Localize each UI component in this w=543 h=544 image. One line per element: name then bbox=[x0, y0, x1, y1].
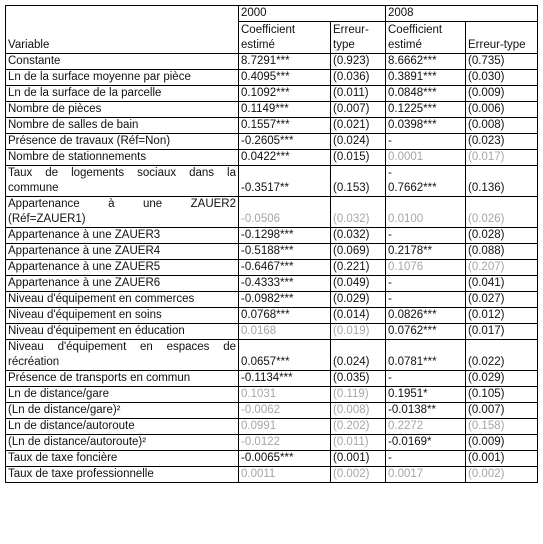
coef-2008: 0.0017 bbox=[386, 467, 466, 483]
row-label: Ln de la surface moyenne par pièce bbox=[6, 70, 239, 86]
row-label: (Ln de distance/gare)² bbox=[6, 403, 239, 419]
row-label: Constante bbox=[6, 54, 239, 70]
err-2008: (0.001) bbox=[466, 451, 538, 467]
header-variable: Variable bbox=[6, 6, 239, 54]
err-2008: (0.027) bbox=[466, 292, 538, 308]
header-coef-2008: Coefficient estimé bbox=[386, 22, 466, 54]
err-2000: (0.029) bbox=[331, 292, 386, 308]
table-row bbox=[6, 324, 538, 340]
err-2008: (0.009) bbox=[466, 86, 538, 102]
table-row bbox=[6, 166, 538, 197]
coef-2008: 0.0100 bbox=[386, 197, 466, 228]
header-row-years bbox=[6, 6, 538, 22]
row-label: Nombre de pièces bbox=[6, 102, 239, 118]
coef-2008: 0.0398*** bbox=[386, 118, 466, 134]
table-row bbox=[6, 102, 538, 118]
err-2000: (0.014) bbox=[331, 308, 386, 324]
coef-2008: - 0.7662*** bbox=[386, 166, 466, 197]
table-row bbox=[6, 54, 538, 70]
row-label: Taux de taxe professionnelle bbox=[6, 467, 239, 483]
coef-2008: 0.0781*** bbox=[386, 340, 466, 371]
table-row bbox=[6, 451, 538, 467]
coef-2000: -0.3517** bbox=[239, 166, 331, 197]
table-row bbox=[6, 276, 538, 292]
err-2008: (0.026) bbox=[466, 197, 538, 228]
coef-2008: -0.0169* bbox=[386, 435, 466, 451]
coef-2008: - bbox=[386, 451, 466, 467]
err-2008: (0.007) bbox=[466, 403, 538, 419]
row-label: Niveau d'équipement en espaces de récréation bbox=[6, 340, 239, 371]
coef-2008: 0.1225*** bbox=[386, 102, 466, 118]
err-2000: (0.923) bbox=[331, 54, 386, 70]
coef-2000: 0.0991 bbox=[239, 419, 331, 435]
table-row bbox=[6, 197, 538, 228]
row-label: Présence de travaux (Réf=Non) bbox=[6, 134, 239, 150]
coef-2000: 0.1557*** bbox=[239, 118, 331, 134]
table-row bbox=[6, 228, 538, 244]
err-2008: (0.017) bbox=[466, 324, 538, 340]
err-2008: (0.002) bbox=[466, 467, 538, 483]
coef-2008: 0.3891*** bbox=[386, 70, 466, 86]
err-2008: (0.158) bbox=[466, 419, 538, 435]
coef-2000: 8.7291*** bbox=[239, 54, 331, 70]
err-2000: (0.069) bbox=[331, 244, 386, 260]
coef-2008: 0.1076 bbox=[386, 260, 466, 276]
coef-2000: 0.1149*** bbox=[239, 102, 331, 118]
err-2000: (0.011) bbox=[331, 435, 386, 451]
coef-2000: 0.0422*** bbox=[239, 150, 331, 166]
err-2000: (0.019) bbox=[331, 324, 386, 340]
coef-2000: -0.6467*** bbox=[239, 260, 331, 276]
coef-2008: 0.0848*** bbox=[386, 86, 466, 102]
err-2008: (0.030) bbox=[466, 70, 538, 86]
row-label: Présence de transports en commun bbox=[6, 371, 239, 387]
coef-2000: 0.4095*** bbox=[239, 70, 331, 86]
coef-2000: -0.0122 bbox=[239, 435, 331, 451]
coef-2008: 0.0001 bbox=[386, 150, 466, 166]
table-row bbox=[6, 467, 538, 483]
table-row bbox=[6, 387, 538, 403]
coef-2008: 0.2272 bbox=[386, 419, 466, 435]
err-2000: (0.024) bbox=[331, 340, 386, 371]
table-row bbox=[6, 70, 538, 86]
err-2008: (0.006) bbox=[466, 102, 538, 118]
err-2000: (0.202) bbox=[331, 419, 386, 435]
row-label: Taux de taxe foncière bbox=[6, 451, 239, 467]
coef-2008: 0.0826*** bbox=[386, 308, 466, 324]
coef-2008: - bbox=[386, 292, 466, 308]
coef-2008: - bbox=[386, 276, 466, 292]
err-2000: (0.032) bbox=[331, 197, 386, 228]
table-row bbox=[6, 150, 538, 166]
row-label: Niveau d'équipement en soins bbox=[6, 308, 239, 324]
row-label: Appartenance à une ZAUER4 bbox=[6, 244, 239, 260]
coef-2008: 0.2178** bbox=[386, 244, 466, 260]
err-2000: (0.001) bbox=[331, 451, 386, 467]
coef-2008: - bbox=[386, 228, 466, 244]
err-2008: (0.735) bbox=[466, 54, 538, 70]
header-err-2000: Erreur-type bbox=[331, 22, 386, 54]
table-row bbox=[6, 244, 538, 260]
coef-2008: 8.6662*** bbox=[386, 54, 466, 70]
err-2000: (0.024) bbox=[331, 134, 386, 150]
err-2008: (0.012) bbox=[466, 308, 538, 324]
coef-2000: 0.1031 bbox=[239, 387, 331, 403]
table-row bbox=[6, 86, 538, 102]
table-row bbox=[6, 292, 538, 308]
err-2000: (0.221) bbox=[331, 260, 386, 276]
coef-2000: 0.0168 bbox=[239, 324, 331, 340]
table-row bbox=[6, 371, 538, 387]
err-2000: (0.032) bbox=[331, 228, 386, 244]
err-2000: (0.153) bbox=[331, 166, 386, 197]
coef-2008: 0.1951* bbox=[386, 387, 466, 403]
err-2000: (0.008) bbox=[331, 403, 386, 419]
err-2008: (0.028) bbox=[466, 228, 538, 244]
err-2000: (0.015) bbox=[331, 150, 386, 166]
err-2000: (0.035) bbox=[331, 371, 386, 387]
table-row bbox=[6, 435, 538, 451]
coef-2000: 0.0011 bbox=[239, 467, 331, 483]
err-2000: (0.007) bbox=[331, 102, 386, 118]
coef-2000: -0.5188*** bbox=[239, 244, 331, 260]
err-2008: (0.088) bbox=[466, 244, 538, 260]
coef-2000: -0.4333*** bbox=[239, 276, 331, 292]
row-label: Niveau d'équipement en éducation bbox=[6, 324, 239, 340]
err-2008: (0.017) bbox=[466, 150, 538, 166]
table-row bbox=[6, 419, 538, 435]
row-label: Appartenance à une ZAUER5 bbox=[6, 260, 239, 276]
coef-2000: -0.0506 bbox=[239, 197, 331, 228]
header-year-2008: 2008 bbox=[386, 6, 538, 22]
coef-2008: 0.0762*** bbox=[386, 324, 466, 340]
table-row bbox=[6, 308, 538, 324]
err-2000: (0.002) bbox=[331, 467, 386, 483]
err-2008: (0.136) bbox=[466, 166, 538, 197]
coef-2000: -0.0062 bbox=[239, 403, 331, 419]
row-label: (Ln de distance/autoroute)² bbox=[6, 435, 239, 451]
err-2008: (0.105) bbox=[466, 387, 538, 403]
err-2000: (0.119) bbox=[331, 387, 386, 403]
err-2008: (0.029) bbox=[466, 371, 538, 387]
coef-2008: -0.0138** bbox=[386, 403, 466, 419]
header-err-2008: Erreur-type bbox=[466, 22, 538, 54]
row-label: Niveau d'équipement en commerces bbox=[6, 292, 239, 308]
coef-2000: 0.0657*** bbox=[239, 340, 331, 371]
row-label: Ln de la surface de la parcelle bbox=[6, 86, 239, 102]
row-label: Nombre de stationnements bbox=[6, 150, 239, 166]
row-label: Ln de distance/gare bbox=[6, 387, 239, 403]
coef-2008: - bbox=[386, 371, 466, 387]
table-row bbox=[6, 403, 538, 419]
err-2008: (0.023) bbox=[466, 134, 538, 150]
table-row bbox=[6, 134, 538, 150]
err-2008: (0.009) bbox=[466, 435, 538, 451]
err-2000: (0.036) bbox=[331, 70, 386, 86]
coef-2000: -0.2605*** bbox=[239, 134, 331, 150]
row-label: Appartenance à une ZAUER2 (Réf=ZAUER1) bbox=[6, 197, 239, 228]
coef-2000: 0.1092*** bbox=[239, 86, 331, 102]
row-label: Nombre de salles de bain bbox=[6, 118, 239, 134]
err-2000: (0.049) bbox=[331, 276, 386, 292]
coef-2000: -0.0982*** bbox=[239, 292, 331, 308]
coef-2008: - bbox=[386, 134, 466, 150]
row-label: Taux de logements sociaux dans la commune bbox=[6, 166, 239, 197]
err-2008: (0.041) bbox=[466, 276, 538, 292]
coef-2000: -0.1134*** bbox=[239, 371, 331, 387]
err-2000: (0.021) bbox=[331, 118, 386, 134]
header-year-2000: 2000 bbox=[239, 6, 386, 22]
err-2008: (0.207) bbox=[466, 260, 538, 276]
table-row bbox=[6, 260, 538, 276]
err-2000: (0.011) bbox=[331, 86, 386, 102]
row-label: Appartenance à une ZAUER3 bbox=[6, 228, 239, 244]
coef-2000: -0.0065*** bbox=[239, 451, 331, 467]
table-row bbox=[6, 340, 538, 371]
coef-2000: -0.1298*** bbox=[239, 228, 331, 244]
regression-table bbox=[5, 5, 538, 483]
err-2008: (0.022) bbox=[466, 340, 538, 371]
coef-2000: 0.0768*** bbox=[239, 308, 331, 324]
err-2008: (0.008) bbox=[466, 118, 538, 134]
table-row bbox=[6, 118, 538, 134]
header-coef-2000: Coefficient estimé bbox=[239, 22, 331, 54]
row-label: Appartenance à une ZAUER6 bbox=[6, 276, 239, 292]
row-label: Ln de distance/autoroute bbox=[6, 419, 239, 435]
